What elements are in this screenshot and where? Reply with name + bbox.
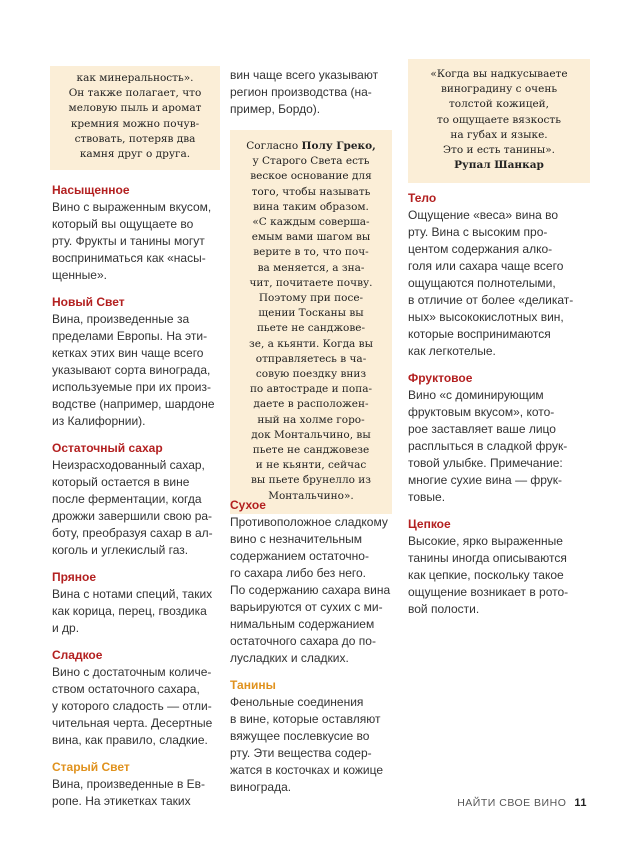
definition-line: вина, как правило, сладкие. xyxy=(52,733,208,747)
glossary-term: Сладкое xyxy=(52,648,103,662)
definition-line: рту. Фрукты и танины могут xyxy=(52,234,205,248)
definition-line: используемые при их произ- xyxy=(52,380,211,394)
quote-note-middle xyxy=(230,130,392,514)
quote-author: Рупал Шанкар xyxy=(454,159,544,172)
definition-line: дрожжи завершили свою ра- xyxy=(52,509,213,523)
definition-line: указывают сорта винограда, xyxy=(52,363,211,377)
definition-line: варьируются от сухих с ми- xyxy=(230,600,383,614)
glossary-term: Фруктовое xyxy=(408,371,473,385)
quote-note-right xyxy=(408,59,590,183)
glossary-term: Тело xyxy=(408,191,437,205)
quote-line: Он также полагает, что xyxy=(68,87,202,100)
quote-note-left xyxy=(50,66,220,170)
definition-line: и др. xyxy=(52,621,80,635)
definition-line: танины иногда описываются xyxy=(408,551,567,565)
quote-line: меловую пыль и аромат xyxy=(68,102,202,115)
glossary-definition xyxy=(408,387,580,506)
quote-line: пьете не санджовезе xyxy=(252,444,370,457)
definition-line: го сахара либо без него. xyxy=(230,566,367,580)
glossary-definition xyxy=(52,311,222,430)
quote-line: емым вами шагом вы xyxy=(251,231,371,244)
quote-line: док Монтальчино, вы xyxy=(251,428,371,441)
definition-line: рту. Вина с высоким про- xyxy=(408,225,548,239)
definition-line: ропе. На этикетках таких xyxy=(52,794,191,808)
glossary-definition xyxy=(408,207,580,360)
definition-line: коголь и углекислый газ. xyxy=(52,543,189,557)
definition-line: кетках этих вин чаще всего xyxy=(52,346,204,360)
definition-line: жатся в косточках и кожице xyxy=(230,763,384,777)
definition-line: многие сухие вина — фрук- xyxy=(408,473,563,487)
glossary-definition xyxy=(52,776,222,810)
definition-line: чительная черта. Десертные xyxy=(52,716,213,730)
definition-line: нимальным содержанием xyxy=(230,617,375,631)
definition-line: товой улыбке. Примечание: xyxy=(408,456,563,470)
definition-line: содержанием остаточно- xyxy=(230,549,369,563)
definition-line: регион производства (на- xyxy=(230,85,372,99)
definition-line: у которого сладость — отли- xyxy=(52,699,212,713)
definition-line: Вина, произведенные за xyxy=(52,312,190,326)
definition-line: Вино с достаточным количе- xyxy=(52,665,212,679)
glossary-term: Танины xyxy=(230,678,276,692)
quote-line: на губах и языке. xyxy=(450,128,548,141)
definition-line: Вина, произведенные в Ев- xyxy=(52,777,206,791)
glossary-term: Насыщенное xyxy=(52,183,130,197)
definition-line: товые. xyxy=(408,490,446,504)
glossary-term: Цепкое xyxy=(408,517,451,531)
quote-line: Это и есть танины». xyxy=(443,144,555,157)
quote-line: ствовать, потеряв два xyxy=(74,132,196,145)
quote-line: веское основание для xyxy=(250,170,372,183)
definition-line: Противоположное сладкому xyxy=(230,515,388,529)
definition-line: пределами Европы. На эти- xyxy=(52,329,208,343)
glossary-definition xyxy=(52,199,222,284)
definition-line: остаточного сахара до по- xyxy=(230,634,376,648)
definition-line: который остается в вине xyxy=(52,475,190,489)
quote-line: Поэтому при посе- xyxy=(258,292,364,305)
glossary-term: Новый Свет xyxy=(52,295,125,309)
definition-line: как корица, перец, гвоздика xyxy=(52,604,207,618)
definition-line: ощущение возникает в рото- xyxy=(408,585,569,599)
definition-line: водстве (например, шардоне xyxy=(52,397,215,411)
quote-line: чит, почитаете почву. xyxy=(249,276,373,289)
definition-line: вино с незначительным xyxy=(230,532,362,546)
definition-line: ных» высококислотных вин, xyxy=(408,310,564,324)
quote-line: то ощущаете вязкость xyxy=(437,113,561,126)
quote-line: того, чтобы называть xyxy=(251,185,371,198)
definition-line: вяжущее послевкусие во xyxy=(230,729,370,743)
quote-line: совую поездку вниз xyxy=(255,368,367,381)
quote-line: щении Тосканы вы xyxy=(258,307,364,320)
definition-line: как цепкие, поскольку такое xyxy=(408,568,564,582)
quote-line: даете в расположен- xyxy=(253,398,369,411)
definition-line: Вино «с доминирующим xyxy=(408,388,544,402)
glossary-term: Сухое xyxy=(230,498,266,512)
glossary-term: Пряное xyxy=(52,570,97,584)
page-footer xyxy=(457,797,587,809)
quote-line: как минеральность». xyxy=(76,72,194,84)
quote-line: у Старого Света есть xyxy=(252,155,370,168)
quote-line: Согласно Полу Греко, xyxy=(246,140,376,152)
definition-line: Ощущение «веса» вина во xyxy=(408,208,558,222)
definition-line: восприниматься как «насы- xyxy=(52,251,206,265)
quote-line: «С каждым соверша- xyxy=(252,216,370,229)
quote-line: виноградину с очень xyxy=(440,83,558,96)
quote-line: зе, а кьянти. Когда вы xyxy=(249,337,373,350)
definition-line: в отличие от более «деликат- xyxy=(408,293,574,307)
definition-line: Высокие, ярко выраженные xyxy=(408,534,563,548)
glossary-term: Остаточный сахар xyxy=(52,441,163,455)
definition-line: из Калифорнии). xyxy=(52,414,146,428)
glossary-definition xyxy=(52,457,222,559)
quote-line: вы пьете брунелло из xyxy=(250,474,372,487)
definition-line: винограда. xyxy=(230,780,292,794)
quote-line: толстой кожицей, xyxy=(449,98,549,111)
glossary-column-middle xyxy=(230,487,400,796)
definition-line: Вино с выраженным вкусом, xyxy=(52,200,212,214)
definition-line: голя или сахара чаще всего xyxy=(408,259,564,273)
definition-line: фруктовым вкусом», кото- xyxy=(408,405,555,419)
book-title: НАЙТИ СВОЕ ВИНО xyxy=(457,797,567,809)
glossary-column-left xyxy=(52,172,222,810)
glossary-definition xyxy=(52,664,222,749)
definition-line: расплыться в сладкой фрук- xyxy=(408,439,568,453)
definition-line: боту, преобразуя сахар в ал- xyxy=(52,526,213,540)
quote-line: Монтальчино». xyxy=(268,489,354,502)
quote-line: ный на холме горо- xyxy=(257,413,365,426)
glossary-continuation xyxy=(230,67,400,118)
definition-line: вин чаще всего указывают xyxy=(230,68,379,82)
definition-line: вой полости. xyxy=(408,602,480,616)
definition-line: как легкотелые. xyxy=(408,344,496,358)
definition-line: По содержанию сахара вина xyxy=(230,583,391,597)
definition-line: пример, Бордо). xyxy=(230,102,321,116)
definition-line: который вы ощущаете во xyxy=(52,217,194,231)
definition-line: рое заставляет ваше лицо xyxy=(408,422,556,436)
glossary-definition xyxy=(230,694,400,796)
definition-line: после ферментации, когда xyxy=(52,492,202,506)
quote-line: вина таким образом. xyxy=(253,200,369,213)
quote-line: отправляетесь в ча- xyxy=(255,352,367,365)
definition-line: в вине, которые оставляют xyxy=(230,712,381,726)
glossary-term: Старый Свет xyxy=(52,760,130,774)
glossary-definition xyxy=(230,514,400,667)
quote-line: и не кьянти, сейчас xyxy=(255,459,367,472)
definition-line: центом содержания алко- xyxy=(408,242,553,256)
definition-line: которые воспринимаются xyxy=(408,327,551,341)
quote-line: кремния можно почув- xyxy=(70,117,200,130)
glossary-definition xyxy=(408,533,580,618)
definition-line: Вина с нотами специй, таких xyxy=(52,587,213,601)
definition-line: Фенольные соединения xyxy=(230,695,364,709)
quote-author: Полу Греко, xyxy=(301,140,376,152)
glossary-definition xyxy=(52,586,222,637)
quote-line: ва меняется, а зна- xyxy=(257,261,365,274)
quote-line: камня друг о друга. xyxy=(79,148,191,161)
quote-line: «Когда вы надкусываете xyxy=(430,68,568,80)
quote-line: пьете не санджове- xyxy=(256,322,366,335)
definition-line: ством остаточного сахара, xyxy=(52,682,200,696)
definition-line: Неизрасходованный сахар, xyxy=(52,458,205,472)
definition-line: щенные». xyxy=(52,268,107,282)
quote-line: по автостраде и попа- xyxy=(249,383,373,396)
page-number: 11 xyxy=(574,797,587,809)
definition-line: рту. Эти вещества содер- xyxy=(230,746,372,760)
glossary-column-right xyxy=(408,180,580,618)
definition-line: лусладких и сладких. xyxy=(230,651,349,665)
definition-line: ощущаются полнотелыми, xyxy=(408,276,556,290)
quote-line: верите в то, что поч- xyxy=(253,246,369,259)
